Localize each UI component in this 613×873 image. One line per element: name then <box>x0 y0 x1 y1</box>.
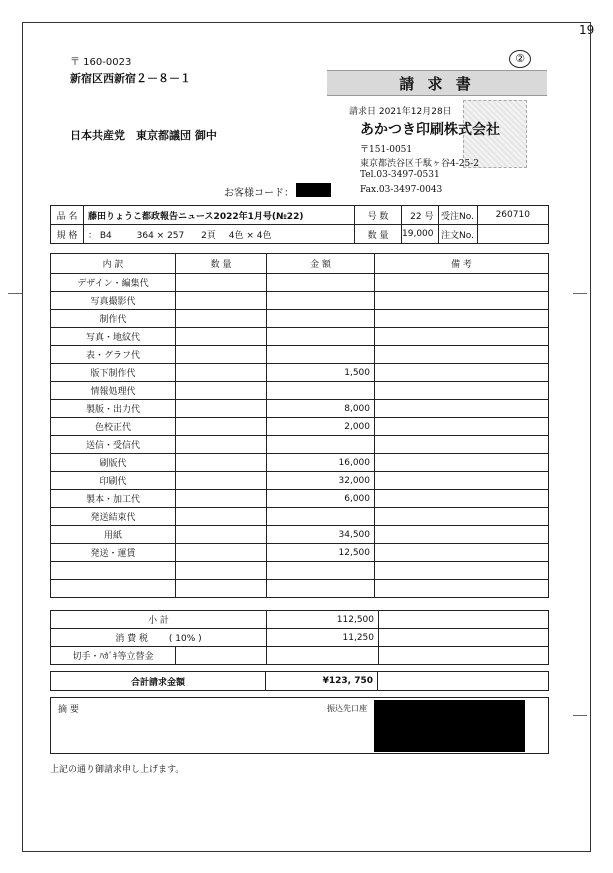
row-item: 印刷代 <box>51 472 176 490</box>
row-remarks <box>375 418 549 436</box>
circled-mark: ② <box>509 50 531 68</box>
row-amount: 6,000 <box>267 490 375 508</box>
subtotal-label: 小 計 <box>51 611 267 629</box>
row-amount: 16,000 <box>267 454 375 472</box>
invoice-date: 請求日 2021年12月28日 <box>349 107 452 117</box>
row-amount: 34,500 <box>267 526 375 544</box>
header-item: 内 訳 <box>51 254 176 274</box>
table-row <box>51 544 549 562</box>
table-row <box>51 328 549 346</box>
row-item: デザイン・編集代 <box>51 274 176 292</box>
margin-mark <box>8 293 22 294</box>
page-number: 19 <box>579 23 595 37</box>
row-amount <box>267 328 375 346</box>
stamps-qty <box>176 647 267 665</box>
row-amount: 1,500 <box>267 364 375 382</box>
row-qty <box>176 436 267 454</box>
spec-dims: 364 × 257 <box>136 230 185 241</box>
row-remarks <box>375 526 549 544</box>
total-remarks <box>378 672 549 691</box>
row-amount <box>267 508 375 526</box>
stamps-label: 切手・ﾊｶﾞｷ等立替金 <box>51 647 176 665</box>
table-row <box>51 364 549 382</box>
row-amount <box>267 274 375 292</box>
row-amount <box>267 580 375 598</box>
stamps-value <box>267 647 379 665</box>
spec-label: 規 格 <box>51 225 84 244</box>
row-qty <box>176 490 267 508</box>
table-row <box>51 292 549 310</box>
table-row <box>51 418 549 436</box>
table-row <box>51 382 549 400</box>
row-qty <box>176 382 267 400</box>
row-item: 制作代 <box>51 310 176 328</box>
table-row <box>51 274 549 292</box>
issue-value: 22 号 <box>402 206 439 225</box>
row-item <box>51 580 176 598</box>
spec-pages: 2頁 <box>201 230 216 241</box>
row-qty <box>176 454 267 472</box>
table-row <box>51 490 549 508</box>
table-row <box>51 346 549 364</box>
row-amount: 8,000 <box>267 400 375 418</box>
row-amount <box>267 436 375 454</box>
row-item: 刷版代 <box>51 454 176 472</box>
spec-colors: 4色 × 4色 <box>228 230 272 241</box>
row-item: 情報処理代 <box>51 382 176 400</box>
row-amount: 2,000 <box>267 418 375 436</box>
row-item: 送信・受信代 <box>51 436 176 454</box>
header-amount: 金 額 <box>267 254 375 274</box>
row-item: 写真撮影代 <box>51 292 176 310</box>
row-item: 発送結束代 <box>51 508 176 526</box>
table-row <box>51 526 549 544</box>
row-qty <box>176 310 267 328</box>
subtotal-remarks <box>379 611 549 629</box>
row-remarks <box>375 400 549 418</box>
qty-label: 数 量 <box>355 225 402 244</box>
total-value: ¥123, 750 <box>266 672 378 691</box>
row-remarks <box>375 544 549 562</box>
row-remarks <box>375 436 549 454</box>
row-qty <box>176 580 267 598</box>
row-item: 発送・運賃 <box>51 544 176 562</box>
table-row <box>51 508 549 526</box>
issue-label: 号 数 <box>355 206 402 225</box>
row-item: 用紙 <box>51 526 176 544</box>
note-value <box>477 225 549 244</box>
row-remarks <box>375 292 549 310</box>
row-qty <box>176 400 267 418</box>
tax-label: 消 費 税 <box>115 634 149 644</box>
row-remarks <box>375 274 549 292</box>
row-remarks <box>375 346 549 364</box>
header-qty: 数 量 <box>176 254 267 274</box>
row-qty <box>176 292 267 310</box>
product-name: 藤田りょうこ都政報告ニュース2022年1月号(№22) <box>84 206 355 225</box>
row-item: 写真・地紋代 <box>51 328 176 346</box>
row-remarks <box>375 382 549 400</box>
company-postal: 〒151-0051 <box>360 145 413 155</box>
customer-code-label: お客様コード： <box>224 188 294 199</box>
row-item: 製版・出力代 <box>51 400 176 418</box>
header-remarks: 備 考 <box>375 254 549 274</box>
table-row <box>51 310 549 328</box>
product-name-label: 品 名 <box>51 206 84 225</box>
product-table <box>50 205 549 244</box>
row-amount <box>267 382 375 400</box>
table-row <box>51 454 549 472</box>
row-remarks <box>375 328 549 346</box>
row-remarks <box>375 490 549 508</box>
order-label: 受注No. <box>438 206 477 225</box>
spec-size: ： B4 <box>88 230 112 241</box>
row-amount: 32,000 <box>267 472 375 490</box>
row-item: 色校正代 <box>51 418 176 436</box>
row-remarks <box>375 310 549 328</box>
totals-table <box>50 610 549 665</box>
row-amount: 12,500 <box>267 544 375 562</box>
company-address: 東京都渋谷区千駄ヶ谷4-25-2 <box>360 159 479 169</box>
table-row <box>51 400 549 418</box>
order-number: 260710 <box>477 206 549 225</box>
recipient-postal: 〒 160-0023 <box>70 57 132 68</box>
addressee: 日本共産党 東京都議団 御中 <box>70 129 217 142</box>
row-qty <box>176 508 267 526</box>
grand-total-table <box>50 671 549 691</box>
table-row <box>51 436 549 454</box>
company-tel: Tel.03-3497-0531 <box>360 170 440 180</box>
row-qty <box>176 562 267 580</box>
row-qty <box>176 526 267 544</box>
table-row <box>51 472 549 490</box>
recipient-address: 新宿区西新宿２－８－１ <box>70 72 191 85</box>
row-qty <box>176 418 267 436</box>
row-qty <box>176 346 267 364</box>
company-name: あかつき印刷株式会社 <box>360 122 500 138</box>
total-label: 合計請求金額 <box>51 672 266 691</box>
table-row <box>51 562 549 580</box>
row-qty <box>176 472 267 490</box>
qty-value: 19,000 <box>402 225 439 244</box>
closing-text: 上記の通り御請求申し上げます。 <box>50 765 185 775</box>
row-qty <box>176 328 267 346</box>
company-fax: Fax.03-3497-0043 <box>360 185 443 195</box>
row-remarks <box>375 454 549 472</box>
row-amount <box>267 562 375 580</box>
row-remarks <box>375 364 549 382</box>
row-remarks <box>375 508 549 526</box>
tax-remarks <box>379 629 549 647</box>
row-remarks <box>375 562 549 580</box>
memo-label: 摘 要 <box>58 705 79 715</box>
subtotal-value: 112,500 <box>267 611 379 629</box>
row-qty <box>176 544 267 562</box>
row-remarks <box>375 472 549 490</box>
breakdown-table <box>50 253 549 598</box>
spec-cell <box>84 225 355 244</box>
bank-label: 振込先口座 <box>327 704 367 713</box>
row-item <box>51 562 176 580</box>
row-item: 製本・加工代 <box>51 490 176 508</box>
customer-code-redacted <box>296 183 331 197</box>
tax-value: 11,250 <box>267 629 379 647</box>
bank-account-redacted <box>374 700 525 752</box>
note-label: 注文No. <box>438 225 477 244</box>
stamps-remarks <box>379 647 549 665</box>
row-qty <box>176 364 267 382</box>
row-item: 表・グラフ代 <box>51 346 176 364</box>
row-amount <box>267 310 375 328</box>
table-row <box>51 580 549 598</box>
row-remarks <box>375 580 549 598</box>
tax-rate: ( 10% ) <box>168 634 202 644</box>
row-amount <box>267 346 375 364</box>
row-qty <box>176 274 267 292</box>
document-title: 請 求 書 <box>399 75 475 93</box>
tax-label-cell <box>51 629 267 647</box>
row-item: 版下制作代 <box>51 364 176 382</box>
row-amount <box>267 292 375 310</box>
